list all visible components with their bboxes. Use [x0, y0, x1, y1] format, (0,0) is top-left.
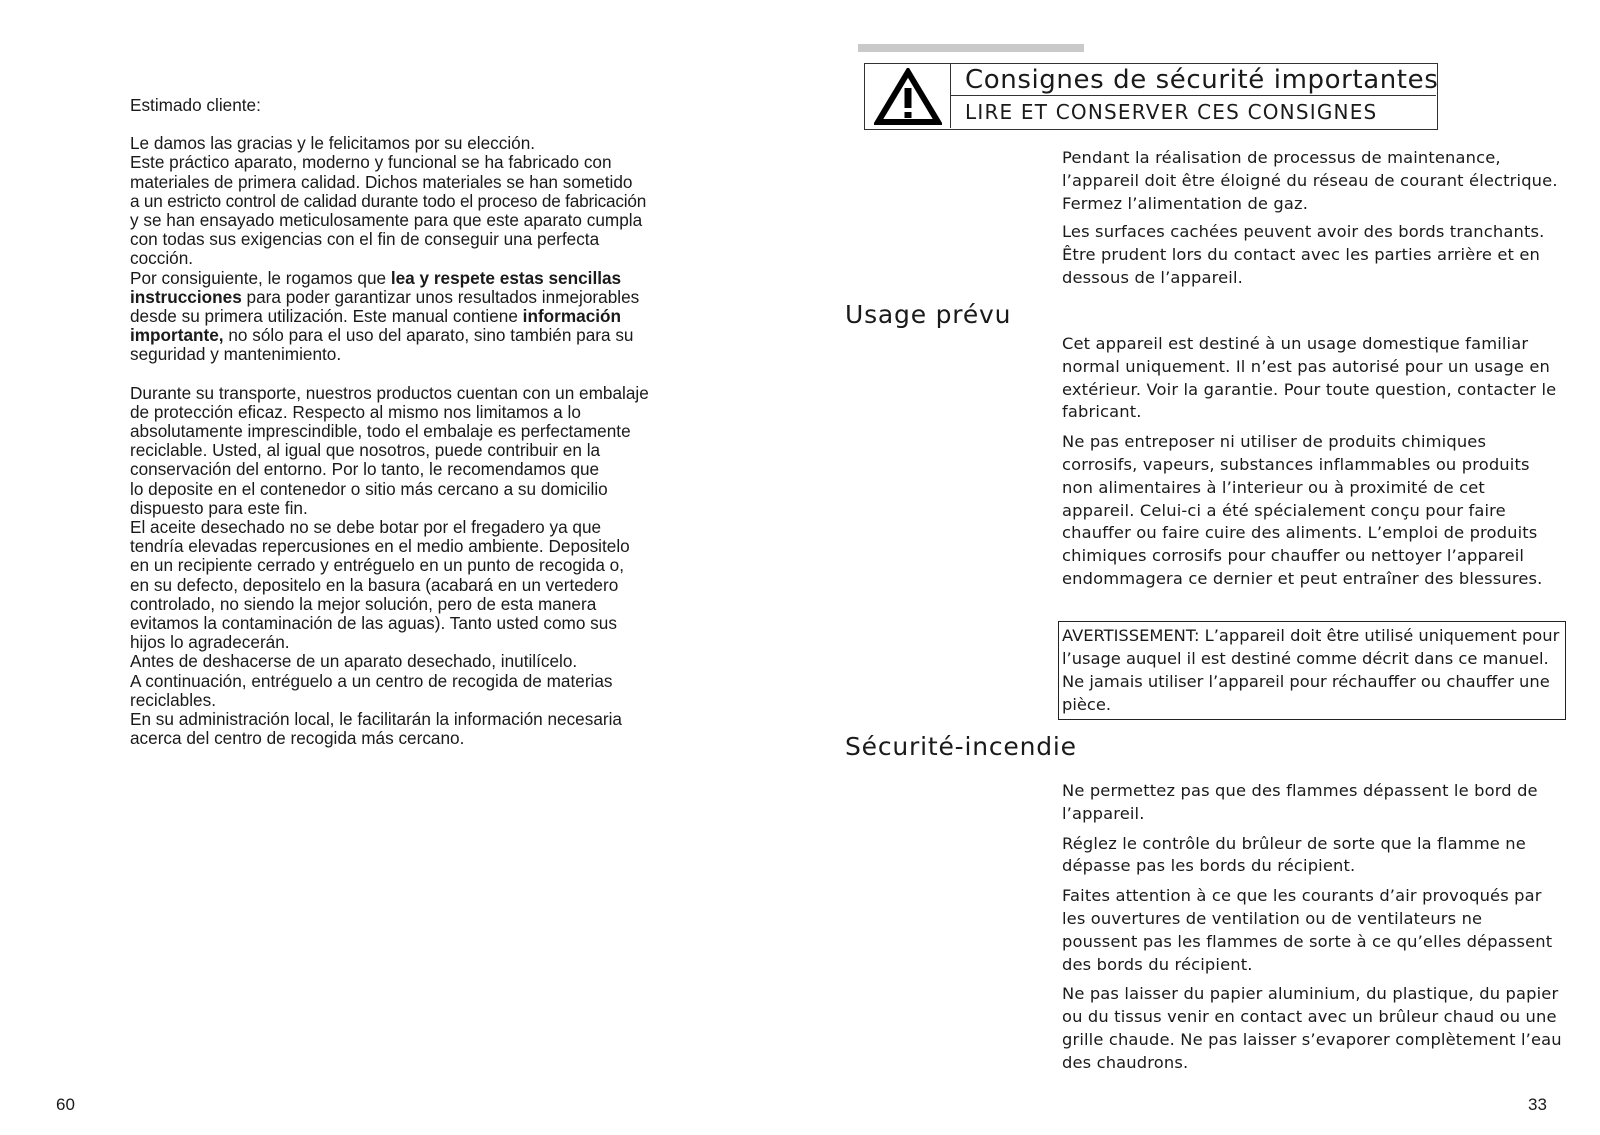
- paragraph-line: hijos lo agradecerán.: [130, 632, 290, 653]
- usage-text: [1062, 333, 1562, 591]
- intro-text: [1062, 147, 1562, 290]
- safety-subtitle: LIRE ET CONSERVER CES CONSIGNES: [965, 100, 1378, 124]
- top-divider-bar: [858, 44, 1084, 52]
- paragraph-line: reciclable. Usted, al igual que nosotros, puede contribuir en la: [130, 440, 601, 461]
- paragraph-line: con todas sus exigencias con el fin de conseguir una perfecta: [130, 229, 600, 250]
- paragraph-line: instrucciones para poder garantizar unos resultados inmejorables: [130, 286, 640, 307]
- section-heading-fire-safety: Sécurité-incendie: [845, 732, 1077, 761]
- paragraph: Réglez le contrôle du brûleur de sorte que la flamme ne dépasse pas les bords du récipient.: [1062, 833, 1526, 876]
- paragraph: Pendant la réalisation de processus de maintenance, l’appareil doit être éloigné du réseau de courant électrique. Fermez l’alimentation de gaz.: [1062, 148, 1558, 213]
- paragraph: Faites attention à ce que les courants d’air provoqués par les ouvertures de ventilation ou de ventilateurs ne poussent pas les flammes de sorte à ce qu’elles dépassent des bords du récipient.: [1062, 886, 1553, 974]
- paragraph-line: de protección eficaz. Respecto al mismo nos limitamos a lo: [130, 401, 581, 422]
- paragraph-line: Este práctico aparato, moderno y funcional se ha fabricado con: [130, 152, 612, 173]
- paragraph-line: Le damos las gracias y le felicitamos por su elección.: [130, 133, 536, 154]
- warning-notice-box: AVERTISSEMENT: L’appareil doit être utilisé uniquement pour l’usage auquel il est destiné comme décrit dans ce manuel. Ne jamais utiliser l’appareil pour réchauffer ou chauffer une pièce.: [1058, 621, 1566, 720]
- paragraph-line: lo deposite en el contenedor o sitio más cercano a su domicilio: [130, 478, 608, 499]
- paragraph-line: acerca del centro de recogida más cercano.: [130, 728, 465, 749]
- paragraph: Cet appareil est destiné à un usage domestique familiar normal uniquement. Il n’est pas autorisé pour un usage en extérieur. Voir la garantie. Pour toute question, contacter le fabricant.: [1062, 334, 1557, 422]
- left-page-text: [130, 96, 698, 749]
- warning-icon-cell: [865, 64, 951, 128]
- paragraph: Les surfaces cachées peuvent avoir des bords tranchants. Être prudent lors du contact avec les parties arrière et en dessous de l’appareil.: [1062, 222, 1545, 287]
- paragraph-line: desde su primera utilización. Este manual contiene información: [130, 306, 622, 327]
- paragraph: Ne pas entreposer ni utiliser de produits chimiques corrosifs, vapeurs, substances inflammables ou produits non alimentaires à l’interieur ou à proximité de cet appareil. Celui-ci a été spécialement conçu pour faire chauffer ou faire cuire des aliments. L’emploi de produits chimiques corrosifs pour chauffer ou nettoyer l’appareil endommagera ce dernier et peut entraîner des blessures.: [1062, 432, 1543, 588]
- paragraph: Ne pas laisser du papier aluminium, du plastique, du papier ou du tissus venir en contact avec un brûleur chaud ou une grille chaude. Ne pas laisser s’evaporer complètement l’eau des chaudrons.: [1062, 984, 1562, 1072]
- paragraph-line: A continuación, entréguelo a un centro de recogida de materias: [130, 670, 613, 691]
- page-number-left: 60: [56, 1095, 75, 1114]
- paragraph-line: tendría elevadas repercusiones en el medio ambiente. Depositelo: [130, 536, 630, 557]
- paragraph-line: evitamos la contaminación de las aguas). Tanto usted como sus: [130, 613, 617, 634]
- paragraph: Ne permettez pas que des flammes dépassent le bord de l’appareil.: [1062, 781, 1538, 823]
- paragraph-line: seguridad y mantenimiento.: [130, 344, 342, 365]
- paragraph-line: a un estricto control de calidad durante todo el proceso de fabricación: [130, 190, 647, 211]
- paragraph-line: absolutamente imprescindible, todo el embalaje es perfectamente: [130, 421, 631, 442]
- warning-triangle-icon: [874, 68, 942, 126]
- paragraph-line: Durante su transporte, nuestros productos cuentan con un embalaje: [130, 382, 649, 403]
- paragraph-line: Por consiguiente, le rogamos que lea y respete estas sencillas: [130, 267, 622, 288]
- paragraph-line: en un recipiente cerrado y entréguelo en un punto de recogida o,: [130, 555, 625, 576]
- paragraph-line: En su administración local, le facilitarán la información necesaria: [130, 709, 622, 730]
- paragraph-line: cocción.: [130, 248, 194, 269]
- paragraph-line: reciclables.: [130, 689, 216, 710]
- paragraph-line: importante, no sólo para el uso del aparato, sino también para su: [130, 325, 634, 346]
- fire-safety-text: [1062, 780, 1562, 1075]
- paragraph-line: controlado, no siendo la mejor solución, pero de esta manera: [130, 593, 597, 614]
- page-number-right: 33: [1528, 1095, 1547, 1114]
- paragraph-line: y se han ensayado meticulosamente para que este aparato cumpla: [130, 210, 643, 231]
- paragraph-line: Antes de deshacerse de un aparato desechado, inutilícelo.: [130, 651, 578, 672]
- paragraph-line: El aceite desechado no se debe botar por el fregadero ya que: [130, 517, 602, 538]
- section-heading-usage: Usage prévu: [845, 300, 1012, 329]
- greeting: Estimado cliente:: [130, 95, 261, 115]
- safety-header-box: [864, 63, 1438, 130]
- paragraph-line: materiales de primera calidad. Dichos materiales se han sometido: [130, 171, 633, 192]
- safety-title: Consignes de sécurité importantes: [951, 64, 1436, 96]
- paragraph-line: conservación del entorno. Por lo tanto, le recomendamos que: [130, 459, 600, 480]
- paragraph-line: en su defecto, depositelo en la basura (acabará en un vertedero: [130, 574, 619, 595]
- paragraph-line: dispuesto para este fin.: [130, 497, 308, 518]
